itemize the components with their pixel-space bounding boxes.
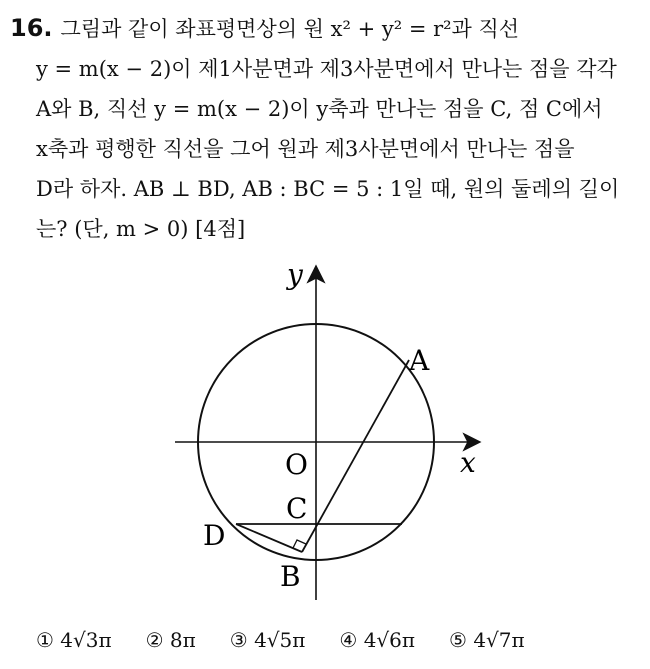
answer-choices [36, 628, 636, 652]
problem-text-line: 그림과 같이 좌표평면상의 원 x² + y² = r²과 직선 [60, 17, 520, 41]
geometry-figure [150, 248, 500, 608]
problem-line-1 [10, 8, 630, 49]
problem-line-4: x축과 평행한 직선을 그어 원과 제3사분면에서 만나는 점을 [36, 137, 575, 161]
problem-line-6: 는? (단, m > 0) [4점] [36, 217, 246, 241]
choice-3[interactable]: ③ 4√5π [229, 628, 306, 652]
point-B-label: B [280, 560, 301, 593]
point-O-label: O [285, 448, 308, 481]
point-D-label: D [203, 519, 226, 552]
choice-1[interactable]: ① 4√3π [36, 628, 112, 652]
y-axis-label: y [287, 258, 303, 291]
point-C-label: C [286, 492, 308, 525]
problem-number: 16. [10, 14, 53, 42]
problem-line-3: A와 B, 직선 y = m(x − 2)이 y축과 만나는 점을 C, 점 C에서 [36, 97, 603, 121]
problem-line-5: D라 하자. AB ⊥ BD, AB : BC = 5 : 1일 때, 원의 둘레의 길이 [36, 177, 620, 201]
choice-2[interactable]: ② 8π [145, 628, 196, 652]
choice-4[interactable]: ④ 4√6π [339, 628, 416, 652]
point-A-label: A [409, 344, 430, 377]
x-axis-label: x [460, 446, 476, 479]
problem-statement [10, 8, 630, 249]
choice-5[interactable]: ⑤ 4√7π [449, 628, 525, 652]
problem-line-2: y = m(x − 2)이 제1사분면과 제3사분면에서 만나는 점을 각각 [36, 57, 617, 81]
